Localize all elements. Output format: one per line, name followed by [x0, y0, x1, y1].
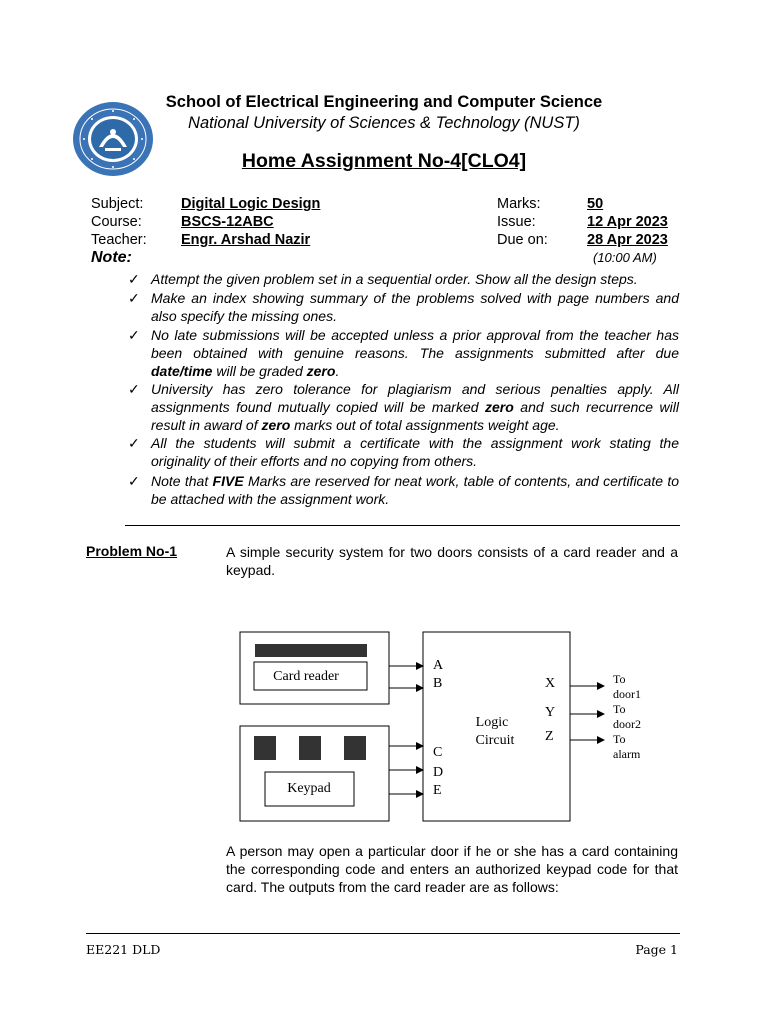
input-c-label: C: [433, 745, 443, 760]
keypad-label: Keypad: [287, 781, 331, 796]
course-value: BSCS-12ABC: [181, 214, 274, 230]
to-door2-line2: door2: [613, 717, 641, 731]
card-slot: [255, 644, 367, 657]
marks-label: Marks:: [497, 196, 541, 212]
due-label: Due on:: [497, 232, 548, 248]
input-e-label: E: [433, 783, 442, 798]
note-item: ✓ All the students will submit a certificate with the assignment work stating the originality of their efforts and no copying from others.: [128, 435, 679, 470]
footer-course: EE221 DLD: [86, 942, 161, 957]
section-divider: [125, 525, 680, 526]
footer-page-number: Page 1: [635, 942, 678, 957]
checkmark-icon: ✓: [128, 271, 140, 287]
issue-label: Issue:: [497, 214, 536, 230]
note-item: ✓ Make an index showing summary of the problems solved with page numbers and also specify the missing ones.: [128, 290, 679, 325]
to-door1-line2: door1: [613, 687, 641, 701]
output-z-label: Z: [545, 729, 554, 744]
checkmark-icon: ✓: [128, 327, 140, 343]
page-title: Home Assignment No-4[CLO4]: [241, 150, 527, 172]
input-a-label: A: [433, 658, 444, 673]
note-heading: Note:: [91, 249, 132, 266]
marks-value: 50: [587, 196, 604, 212]
logic-label-1: Logic: [475, 715, 509, 730]
input-d-label: D: [433, 765, 444, 780]
checkmark-icon: ✓: [128, 473, 140, 489]
input-b-label: B: [433, 676, 443, 691]
note-item: ✓ University has zero tolerance for plagiarism and serious penalties apply. All assignments found mutually copied will be marked zero and such recurrence will result in award of zero marks out of total assignments weight age.: [128, 381, 679, 434]
output-y-label: Y: [545, 705, 556, 720]
notes-list: [128, 270, 679, 509]
due-value: 28 Apr 2023: [587, 232, 668, 248]
school-name: School of Electrical Engineering and Computer Science: [165, 93, 603, 111]
university-name: National University of Sciences & Technology (NUST): [188, 114, 580, 132]
keypad-key: [254, 736, 276, 760]
due-time: (10:00 AM): [593, 250, 657, 265]
subject-value: Digital Logic Design: [181, 196, 321, 212]
keypad-key: [344, 736, 366, 760]
issue-value: 12 Apr 2023: [587, 214, 668, 230]
checkmark-icon: ✓: [128, 435, 140, 451]
to-alarm-line2: alarm: [613, 747, 641, 761]
output-x-label: X: [545, 676, 556, 691]
checkmark-icon: ✓: [128, 290, 140, 306]
note-item: ✓ No late submissions will be accepted unless a prior approval from the teacher has been obtained with genuine reasons. The assignments submitted after due date/time will be graded zero.: [128, 327, 679, 380]
to-door2-line1: To: [613, 702, 626, 716]
teacher-label: Teacher:: [91, 232, 147, 248]
security-system-diagram: [230, 625, 670, 825]
subject-label: Subject:: [91, 196, 144, 212]
problem-body: A person may open a particular door if he or she has a card containing the corresponding code and enters an authorized keypad code for that card. The outputs from the card reader are as follows:: [226, 843, 678, 896]
note-item: ✓ Attempt the given problem set in a sequential order. Show all the design steps.: [128, 271, 638, 287]
problem-intro: A simple security system for two doors consists of a card reader and a keypad.: [226, 544, 678, 579]
logic-label-2: Circuit: [475, 733, 515, 748]
course-label: Course:: [91, 214, 142, 230]
to-alarm-line1: To: [613, 732, 626, 746]
keypad-key: [299, 736, 321, 760]
problem-label: Problem No-1: [86, 543, 178, 559]
to-door1-line1: To: [613, 672, 626, 686]
checkmark-icon: ✓: [128, 381, 140, 397]
note-item: ✓ Note that FIVE Marks are reserved for neat work, table of contents, and certificate to be attached with the assignment work.: [128, 473, 679, 508]
card-reader-label: Card reader: [273, 669, 339, 684]
footer-divider: [86, 933, 680, 934]
teacher-value: Engr. Arshad Nazir: [181, 232, 311, 248]
